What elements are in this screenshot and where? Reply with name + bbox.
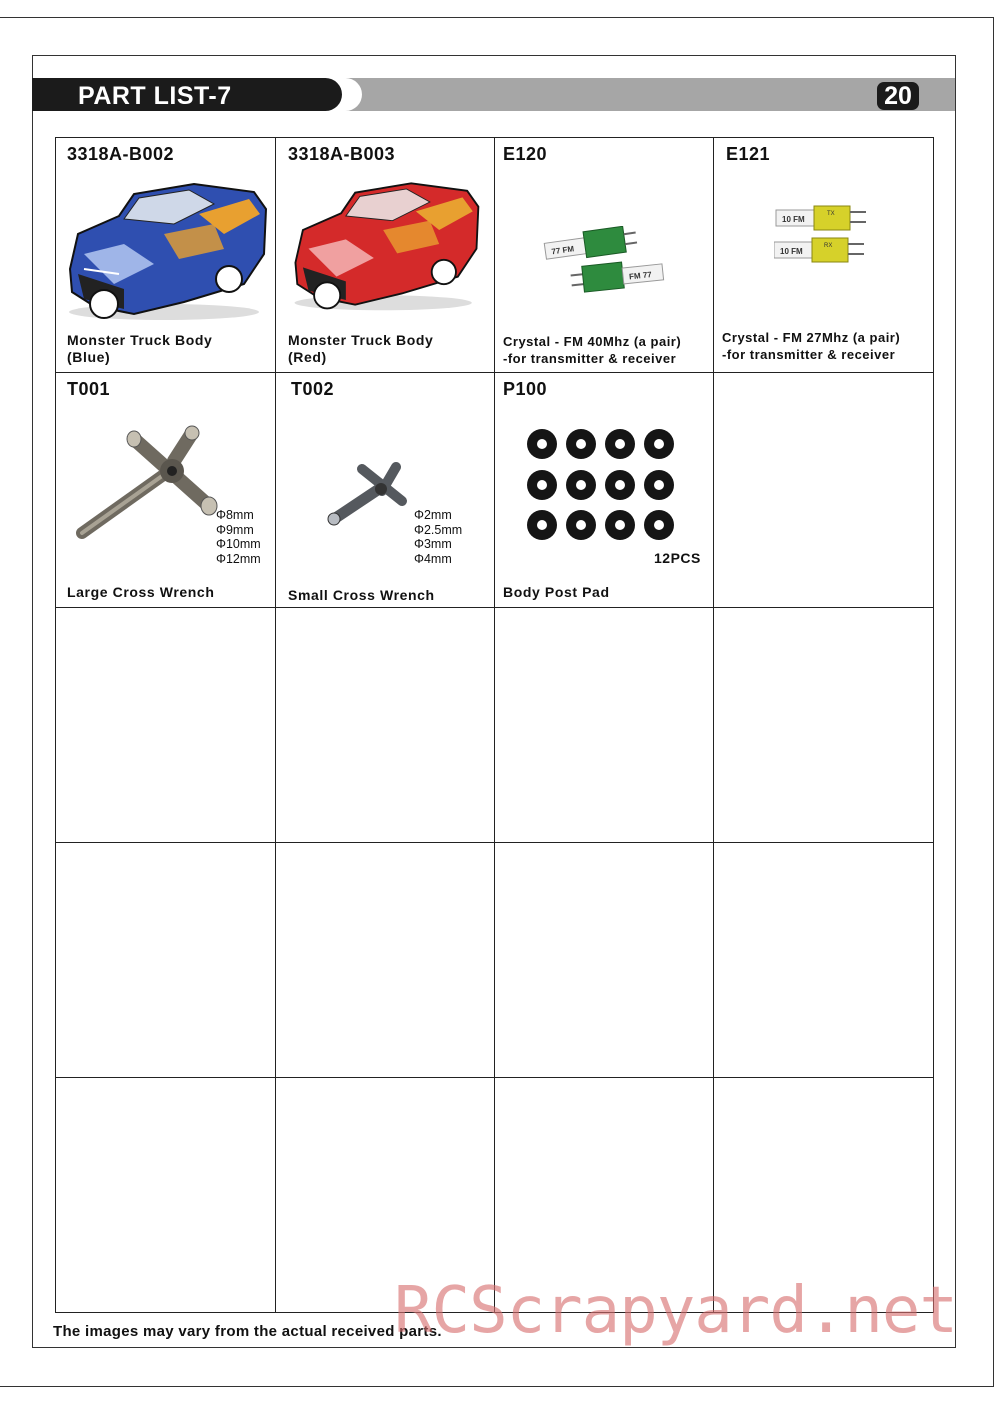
- parts-grid: [55, 137, 934, 1313]
- svg-text:10 FM: 10 FM: [782, 215, 805, 224]
- part-code: T001: [67, 379, 111, 399]
- crystal-pair-green-image: [543, 226, 668, 296]
- watermark: RCScrapyard.net: [394, 1274, 957, 1348]
- svg-text:RX: RX: [824, 243, 833, 249]
- part-description: Crystal - FM 27Mhz (a pair) -for transmitter & receiver: [722, 330, 901, 362]
- part-code: 3318A-B002: [67, 144, 175, 164]
- empty-cell: [276, 843, 495, 1078]
- part-cell-t002: [276, 373, 495, 608]
- part-description: Body Post Pad: [503, 584, 610, 600]
- large-cross-wrench-image: [74, 421, 229, 541]
- part-description: Monster Truck Body (Red): [288, 332, 434, 365]
- part-code: E121: [726, 144, 771, 164]
- socket-size-list: Φ2mm Φ2.5mm Φ3mm Φ4mm: [414, 508, 463, 566]
- empty-cell: [714, 373, 933, 608]
- svg-text:77 FM: 77 FM: [550, 244, 575, 257]
- body-post-pads-image: [525, 428, 680, 548]
- empty-cell: [714, 608, 933, 843]
- part-description: Crystal - FM 40Mhz (a pair) -for transmitter & receiver: [503, 334, 682, 366]
- part-cell-p100: [495, 373, 714, 608]
- disclaimer-note: The images may vary from the actual received parts.: [53, 1323, 442, 1340]
- empty-cell: [56, 608, 276, 843]
- svg-text:TX: TX: [827, 211, 835, 217]
- page-number: 20: [877, 82, 919, 110]
- empty-cell: [56, 843, 276, 1078]
- crystal-pair-yellow-image: [774, 204, 874, 270]
- part-cell-e121: [714, 138, 933, 373]
- part-code: P100: [503, 379, 548, 399]
- part-code: E120: [503, 144, 548, 164]
- svg-text:10 FM: 10 FM: [780, 247, 803, 256]
- page-title: PART LIST-7: [78, 82, 232, 110]
- empty-cell: [714, 843, 933, 1078]
- empty-cell: [56, 1078, 276, 1312]
- part-cell-e120: [495, 138, 714, 373]
- part-code: 3318A-B003: [288, 144, 396, 164]
- socket-size-list: Φ8mm Φ9mm Φ10mm Φ12mm: [216, 508, 261, 566]
- part-description: Monster Truck Body (Blue): [67, 332, 213, 365]
- part-cell-t001: [56, 373, 276, 608]
- empty-cell: [276, 608, 495, 843]
- svg-text:FM 77: FM 77: [628, 270, 653, 282]
- empty-cell: [495, 608, 714, 843]
- part-description: Large Cross Wrench: [67, 584, 215, 600]
- small-cross-wrench-image: [324, 461, 414, 531]
- red-truck-body-image: [288, 174, 483, 314]
- part-cell-3318a-b002: [56, 138, 276, 373]
- quantity-label: 12PCS: [654, 550, 701, 566]
- empty-cell: [495, 843, 714, 1078]
- blue-truck-body-image: [64, 174, 269, 324]
- part-cell-3318a-b003: [276, 138, 495, 373]
- part-code: T002: [291, 379, 335, 399]
- part-description: Small Cross Wrench: [288, 587, 435, 603]
